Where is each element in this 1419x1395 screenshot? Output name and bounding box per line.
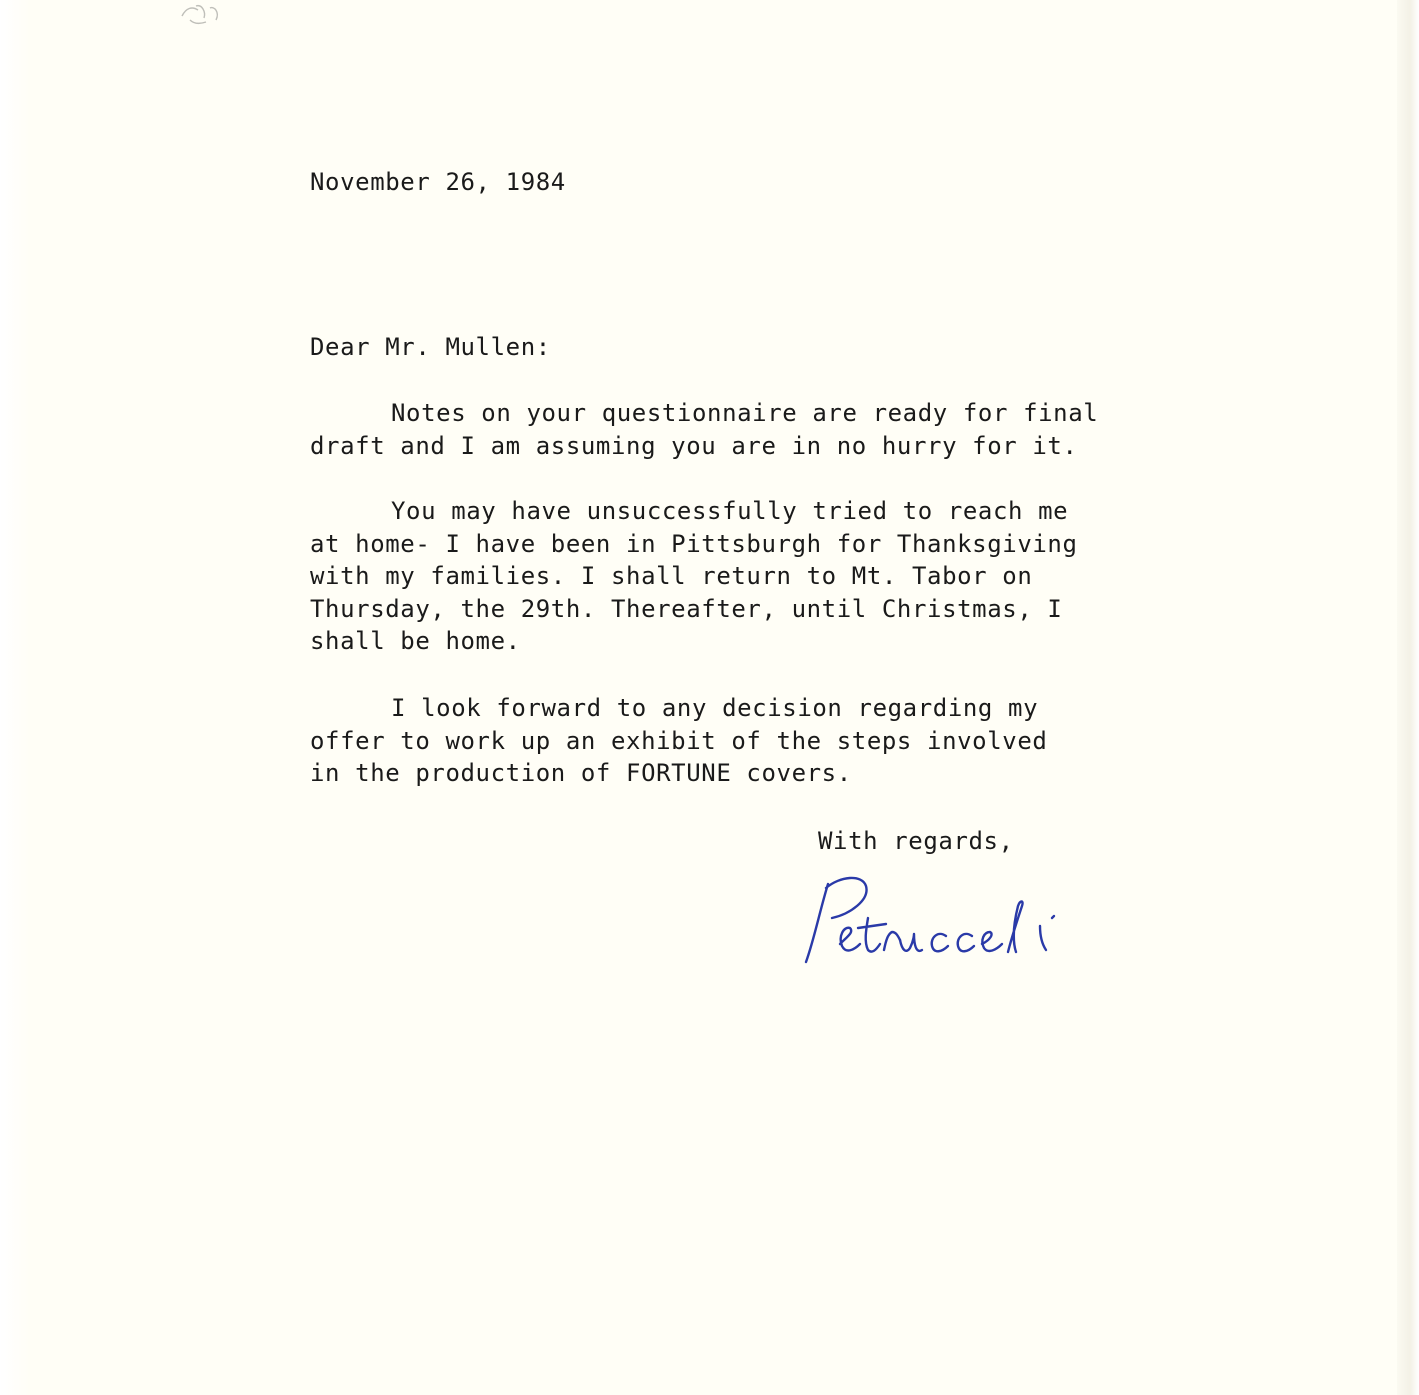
paragraph-3-line-3: in the production of FORTUNE covers. — [310, 759, 852, 788]
paragraph-1-line-2: draft and I am assuming you are in no hurry for it. — [310, 431, 1078, 460]
paragraph-2-line-5: shall be home. — [310, 627, 521, 656]
paragraph-2-line-3: with my families. I shall return to Mt. Tabor on — [310, 562, 1033, 591]
scan-edge-right — [1397, 0, 1419, 1395]
paragraph-2 — [310, 495, 1078, 658]
paper-smudge — [176, 2, 226, 28]
paragraph-2-line-2: at home- I have been in Pittsburgh for Thanksgiving — [310, 529, 1078, 558]
paragraph-3-line-2: offer to work up an exhibit of the steps involved — [310, 726, 1048, 755]
paragraph-2-line-4: Thursday, the 29th. Thereafter, until Christmas, I — [310, 594, 1063, 623]
paragraph-1 — [310, 397, 1098, 462]
salutation: Dear Mr. Mullen: — [310, 333, 551, 361]
letter-date: November 26, 1984 — [310, 168, 566, 196]
paragraph-3 — [310, 692, 1047, 790]
closing: With regards, — [818, 827, 1014, 855]
handwritten-signature — [796, 870, 1086, 970]
paragraph-1-line-1: Notes on your questionnaire are ready for final — [391, 399, 1099, 427]
paragraph-3-line-1: I look forward to any decision regarding my — [391, 694, 1039, 722]
scan-edge-left — [0, 0, 30, 1395]
paragraph-2-line-1: You may have unsuccessfully tried to reach me — [391, 497, 1069, 525]
